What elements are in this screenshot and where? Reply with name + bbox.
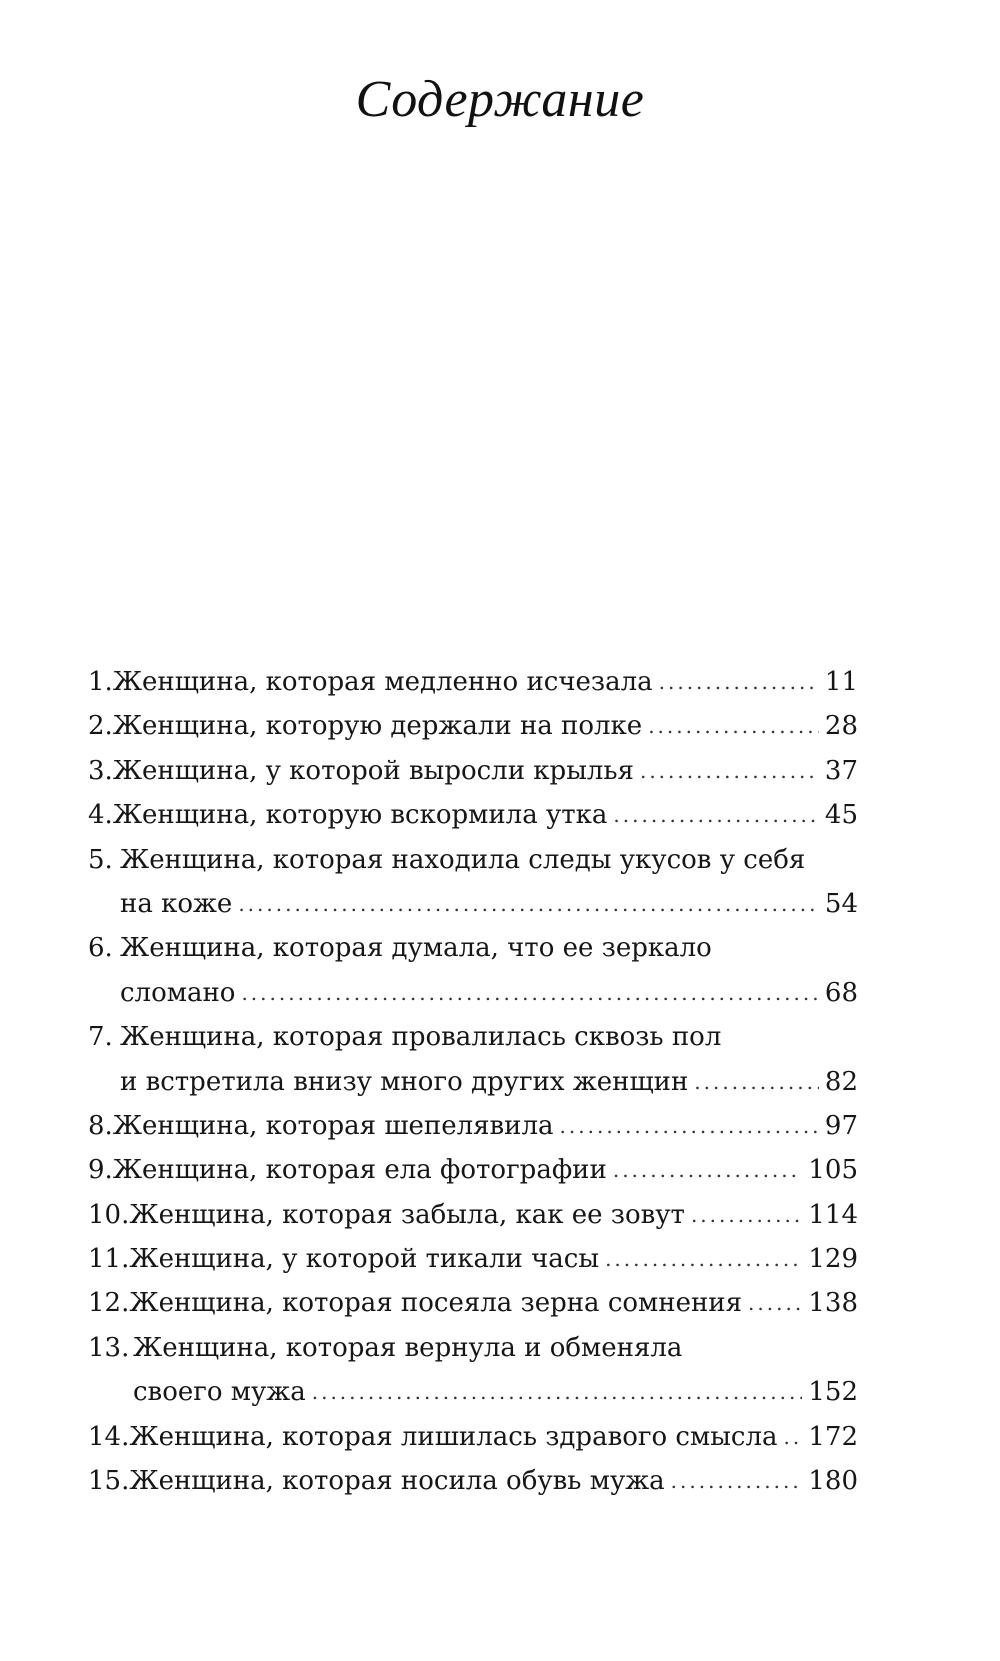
dot-leader <box>691 1193 802 1237</box>
entry-number: 4. <box>88 800 113 831</box>
dot-leader <box>241 971 818 1015</box>
toc-entry-first-line <box>88 926 858 970</box>
entry-number: 5. <box>88 844 113 875</box>
entry-page-number: 97 <box>824 1110 858 1141</box>
toc-entry-continuation <box>88 1060 858 1104</box>
entry-number: 10. <box>88 1199 130 1230</box>
entry-page-number: 45 <box>824 800 858 831</box>
entry-title: Женщина, которая шепелявила <box>112 1110 554 1141</box>
dot-leader <box>640 749 819 793</box>
entry-title-continuation: и встретила внизу много других женщин <box>120 1066 689 1097</box>
toc-entry-continuation <box>88 882 858 926</box>
dot-leader <box>748 1281 802 1325</box>
entry-number: 2. <box>88 711 113 742</box>
toc-entry <box>88 1237 858 1281</box>
dot-leader <box>648 704 819 748</box>
toc-entry <box>88 793 858 837</box>
entry-title: Женщина, у которой тикали часы <box>129 1244 600 1275</box>
dot-leader <box>613 793 819 837</box>
entry-number: 13. <box>88 1332 130 1363</box>
toc-entry <box>88 1459 858 1503</box>
toc-entry-continuation <box>88 1370 858 1414</box>
entry-title: Женщина, у которой выросли крылья <box>112 755 634 786</box>
entry-title: Женщина, которая вернула и обменяла <box>133 1332 683 1363</box>
entry-number: 11. <box>88 1244 130 1275</box>
entry-number: 6. <box>88 933 113 964</box>
dot-leader <box>613 1148 803 1192</box>
entry-page-number: 172 <box>808 1421 858 1452</box>
toc-entry-continuation <box>88 971 858 1015</box>
entry-title: Женщина, которая забыла, как ее зовут <box>129 1199 685 1230</box>
entry-page-number: 28 <box>824 711 858 742</box>
toc-entry <box>88 660 858 704</box>
toc-entry-first-line <box>88 1015 858 1059</box>
toc-entry <box>88 749 858 793</box>
toc-entry <box>88 704 858 748</box>
entry-title: Женщина, которая ела фотографии <box>112 1155 607 1186</box>
entry-number: 12. <box>88 1288 130 1319</box>
entry-title: Женщина, которая находила следы укусов у себя <box>120 844 806 875</box>
entry-title: Женщина, которую держали на полке <box>112 711 643 742</box>
dot-leader <box>238 882 819 926</box>
dot-leader <box>783 1415 802 1459</box>
dot-leader <box>605 1237 802 1281</box>
entry-title: Женщина, которая провалилась сквозь пол <box>120 1022 722 1053</box>
page-title: Содержание <box>355 71 645 128</box>
toc-entry-first-line <box>88 1326 858 1370</box>
entry-title: Женщина, которую вскормила утка <box>112 800 608 831</box>
entry-title: Женщина, которая носила обувь мужа <box>129 1466 665 1497</box>
entry-title-continuation: на коже <box>120 888 233 919</box>
entry-page-number: 37 <box>824 755 858 786</box>
entry-title: Женщина, которая думала, что ее зеркало <box>120 933 712 964</box>
entry-page-number: 180 <box>808 1466 858 1497</box>
table-of-contents <box>88 660 858 1503</box>
dot-leader <box>312 1370 803 1414</box>
entry-title-continuation: сломано <box>120 977 236 1008</box>
entry-title-continuation: своего мужа <box>133 1377 306 1408</box>
entry-title: Женщина, которая посеяла зерна сомнения <box>129 1288 743 1319</box>
toc-entry <box>88 1104 858 1148</box>
entry-number: 7. <box>88 1022 113 1053</box>
dot-leader <box>560 1104 819 1148</box>
entry-page-number: 11 <box>824 666 858 697</box>
entry-page-number: 82 <box>824 1066 858 1097</box>
entry-number: 15. <box>88 1466 130 1497</box>
toc-entry-first-line <box>88 838 858 882</box>
entry-page-number: 114 <box>808 1199 858 1230</box>
toc-entry <box>88 1193 858 1237</box>
dot-leader <box>694 1060 819 1104</box>
entry-page-number: 68 <box>824 977 858 1008</box>
entry-number: 3. <box>88 755 113 786</box>
entry-title: Женщина, которая лишилась здравого смысла <box>129 1421 778 1452</box>
entry-number: 9. <box>88 1155 113 1186</box>
entry-page-number: 105 <box>808 1155 858 1186</box>
entry-page-number: 152 <box>808 1377 858 1408</box>
toc-entry <box>88 1148 858 1192</box>
entry-number: 1. <box>88 666 113 697</box>
toc-entry <box>88 1281 858 1325</box>
toc-entry <box>88 1415 858 1459</box>
entry-number: 8. <box>88 1110 113 1141</box>
dot-leader <box>671 1459 803 1503</box>
dot-leader <box>659 660 819 704</box>
entry-page-number: 138 <box>808 1288 858 1319</box>
entry-page-number: 129 <box>808 1244 858 1275</box>
entry-number: 14. <box>88 1421 130 1452</box>
entry-title: Женщина, которая медленно исчезала <box>112 666 653 697</box>
entry-page-number: 54 <box>824 888 858 919</box>
